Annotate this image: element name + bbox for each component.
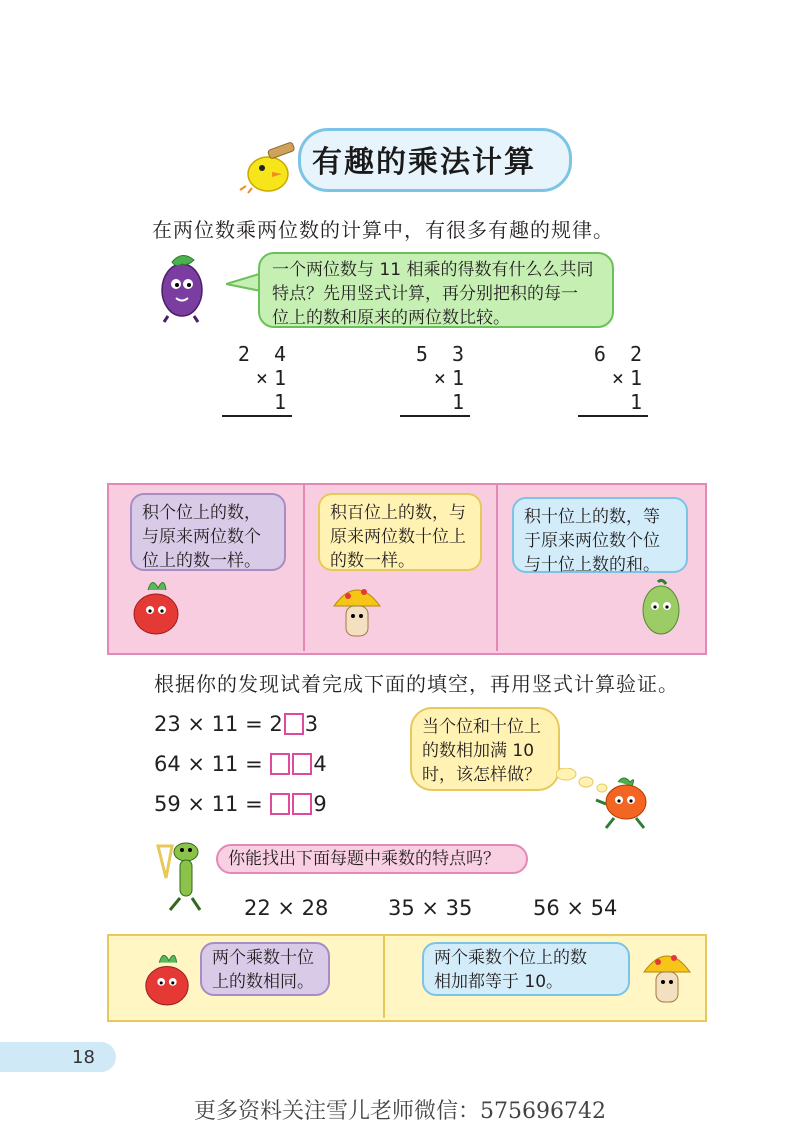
bubble-line: 积百位上的数，与 <box>330 503 466 523</box>
bubble-line: 上的数相同。 <box>212 972 314 992</box>
answer-box[interactable] <box>292 793 312 815</box>
product-expression: 35 × 35 <box>388 896 473 920</box>
answer-box[interactable] <box>292 753 312 775</box>
mushroom-character-icon <box>330 578 384 642</box>
fill-in-equation <box>154 712 318 736</box>
product-expression: 22 × 28 <box>244 896 329 920</box>
mushroom-character-icon <box>640 944 694 1008</box>
observation-bubble-tens <box>512 497 688 573</box>
page-number: 18 <box>72 1047 95 1068</box>
equation-suffix: 9 <box>313 792 327 816</box>
bubble-line: 积十位上的数，等 <box>524 507 660 527</box>
equation-suffix: 3 <box>304 712 319 736</box>
answer-bubble-ones-sum <box>422 942 630 996</box>
bubble-line: 原来两位数十位上 <box>330 527 466 547</box>
radish-character-icon <box>128 576 184 638</box>
hint-thought-bubble <box>410 707 560 791</box>
pepper-character-icon <box>636 578 686 640</box>
calc-top: 6 2 <box>593 342 648 366</box>
bubble-line: 于原来两位数个位 <box>524 531 660 551</box>
equation-left: 59 × 11 = <box>154 792 270 816</box>
panel-divider <box>496 483 498 651</box>
bubble-line: 位上的数和原来的两位数比较。 <box>272 308 510 328</box>
footer-watermark-text: 更多资料关注雪儿老师微信：575696742 <box>194 1099 606 1124</box>
instruction-text: 根据你的发现试着完成下面的填空，再用竖式计算验证。 <box>154 672 679 696</box>
calc-bottom: ×1 1 <box>578 366 648 417</box>
panel-divider <box>303 483 305 651</box>
bubble-line: 当个位和十位上 <box>422 717 541 737</box>
bubble-line: 两个乘数个位上的数 <box>434 948 587 968</box>
equation-suffix: 4 <box>313 752 327 776</box>
calc-top: 5 3 <box>415 342 470 366</box>
bubble-line: 时，该怎样做？ <box>422 765 541 785</box>
eggplant-character-icon <box>148 244 220 324</box>
vertical-calc <box>222 342 292 417</box>
page-number-tab <box>0 1042 116 1072</box>
equation-left: 64 × 11 = <box>154 752 270 776</box>
bubble-line: 与原来两位数个 <box>142 527 261 547</box>
bubble-line: 积个位上的数， <box>142 503 261 523</box>
tomato-character-icon <box>592 774 658 830</box>
vertical-calc <box>578 342 648 417</box>
radish-character-icon <box>140 948 194 1010</box>
observation-bubble-ones <box>130 493 286 571</box>
observation-bubble-hundreds <box>318 493 482 571</box>
equation-prefix: 2 <box>269 712 283 736</box>
bubble-line: 两个乘数十位 <box>212 948 314 968</box>
question-bubble <box>258 252 614 328</box>
intro-text: 在两位数乘两位数的计算中，有很多有趣的规律。 <box>152 218 614 242</box>
vertical-calc <box>400 342 470 417</box>
bubble-line: 的数相加满 10 <box>422 741 535 761</box>
bubble-line: 一个两位数与 11 相乘的得数有什么么共同 <box>272 260 594 280</box>
bubble-line: 位上的数一样。 <box>142 551 261 571</box>
answer-bubble-tens-same <box>200 942 330 996</box>
bubble-line: 特点？先用竖式计算，再分别把积的每一 <box>272 284 578 304</box>
equation-left: 23 × 11 = <box>154 712 270 736</box>
chick-telescope-icon <box>238 138 300 194</box>
answer-box[interactable] <box>270 793 290 815</box>
panel-divider <box>383 934 385 1018</box>
fill-in-equation <box>154 792 327 816</box>
bubble-line: 与十位上数的和。 <box>524 555 660 575</box>
calc-bottom: ×1 1 <box>222 366 292 417</box>
product-expression: 56 × 54 <box>533 896 618 920</box>
bubble-line: 相加都等于 10。 <box>434 972 564 992</box>
page-title: 有趣的乘法计算 <box>312 145 536 180</box>
question-bubble-pink: 你能找出下面每题中乘数的特点吗？ <box>216 844 528 874</box>
fill-in-equation <box>154 752 327 776</box>
bubble-line: 的数一样。 <box>330 551 415 571</box>
answer-box[interactable] <box>284 713 304 735</box>
calc-top: 2 4 <box>237 342 292 366</box>
mantis-character-icon <box>154 838 212 914</box>
answer-box[interactable] <box>270 753 290 775</box>
calc-bottom: ×1 1 <box>400 366 470 417</box>
